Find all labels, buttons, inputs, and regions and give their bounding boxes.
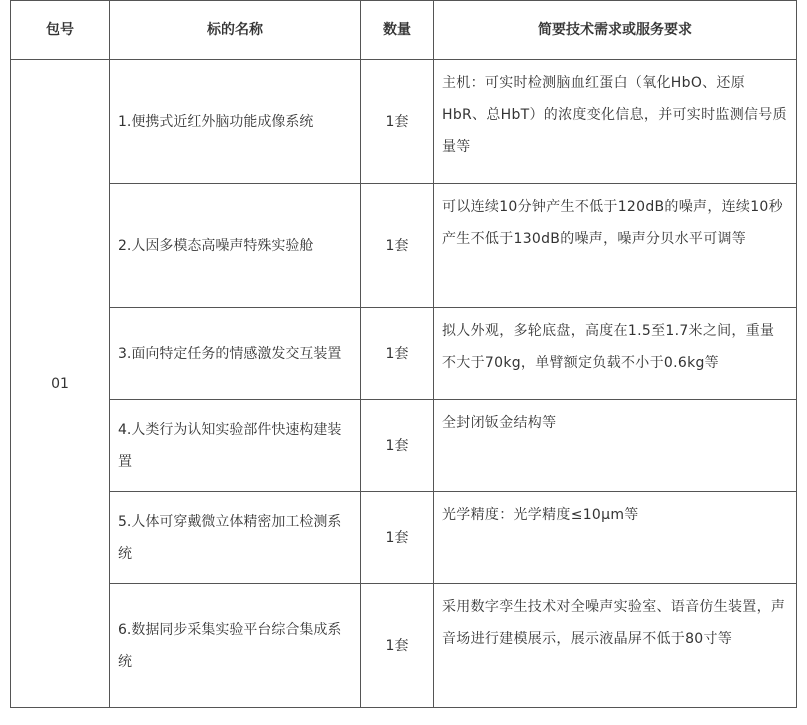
item-quantity: 1套	[361, 400, 434, 492]
table-row	[11, 184, 797, 308]
item-name: 4.人类行为认知实验部件快速构建装置	[110, 400, 361, 492]
item-quantity: 1套	[361, 308, 434, 400]
item-requirements: 全封闭钣金结构等	[434, 400, 797, 492]
procurement-table	[10, 0, 797, 708]
item-quantity: 1套	[361, 492, 434, 584]
item-requirements: 拟人外观，多轮底盘，高度在1.5至1.7米之间，重量不大于70kg，单臂额定负载不小于0.6kg等	[434, 308, 797, 400]
item-quantity: 1套	[361, 60, 434, 184]
item-quantity: 1套	[361, 584, 434, 708]
table-row	[11, 308, 797, 400]
table-row	[11, 400, 797, 492]
item-requirements: 可以连续10分钟产生不低于120dB的噪声，连续10秒产生不低于130dB的噪声，噪声分贝水平可调等	[434, 184, 797, 308]
item-name: 6.数据同步采集实验平台综合集成系统	[110, 584, 361, 708]
item-name: 1.便携式近红外脑功能成像系统	[110, 60, 361, 184]
item-name: 3.面向特定任务的情感激发交互装置	[110, 308, 361, 400]
header-item-name: 标的名称	[110, 1, 361, 60]
table-row	[11, 584, 797, 708]
header-requirements: 简要技术需求或服务要求	[434, 1, 797, 60]
item-requirements: 主机：可实时检测脑血红蛋白（氧化HbO、还原HbR、总HbT）的浓度变化信息，并可实时监测信号质量等	[434, 60, 797, 184]
table-row	[11, 60, 797, 184]
header-quantity: 数量	[361, 1, 434, 60]
item-requirements: 光学精度：光学精度≤10μm等	[434, 492, 797, 584]
item-name: 5.人体可穿戴微立体精密加工检测系统	[110, 492, 361, 584]
item-requirements: 采用数字孪生技术对全噪声实验室、语音仿生装置，声音场进行建模展示，展示液晶屏不低于80寸等	[434, 584, 797, 708]
header-row	[11, 1, 797, 60]
item-name: 2.人因多模态高噪声特殊实验舱	[110, 184, 361, 308]
table-row	[11, 492, 797, 584]
item-quantity: 1套	[361, 184, 434, 308]
header-package: 包号	[11, 1, 110, 60]
package-number: 01	[11, 60, 110, 708]
